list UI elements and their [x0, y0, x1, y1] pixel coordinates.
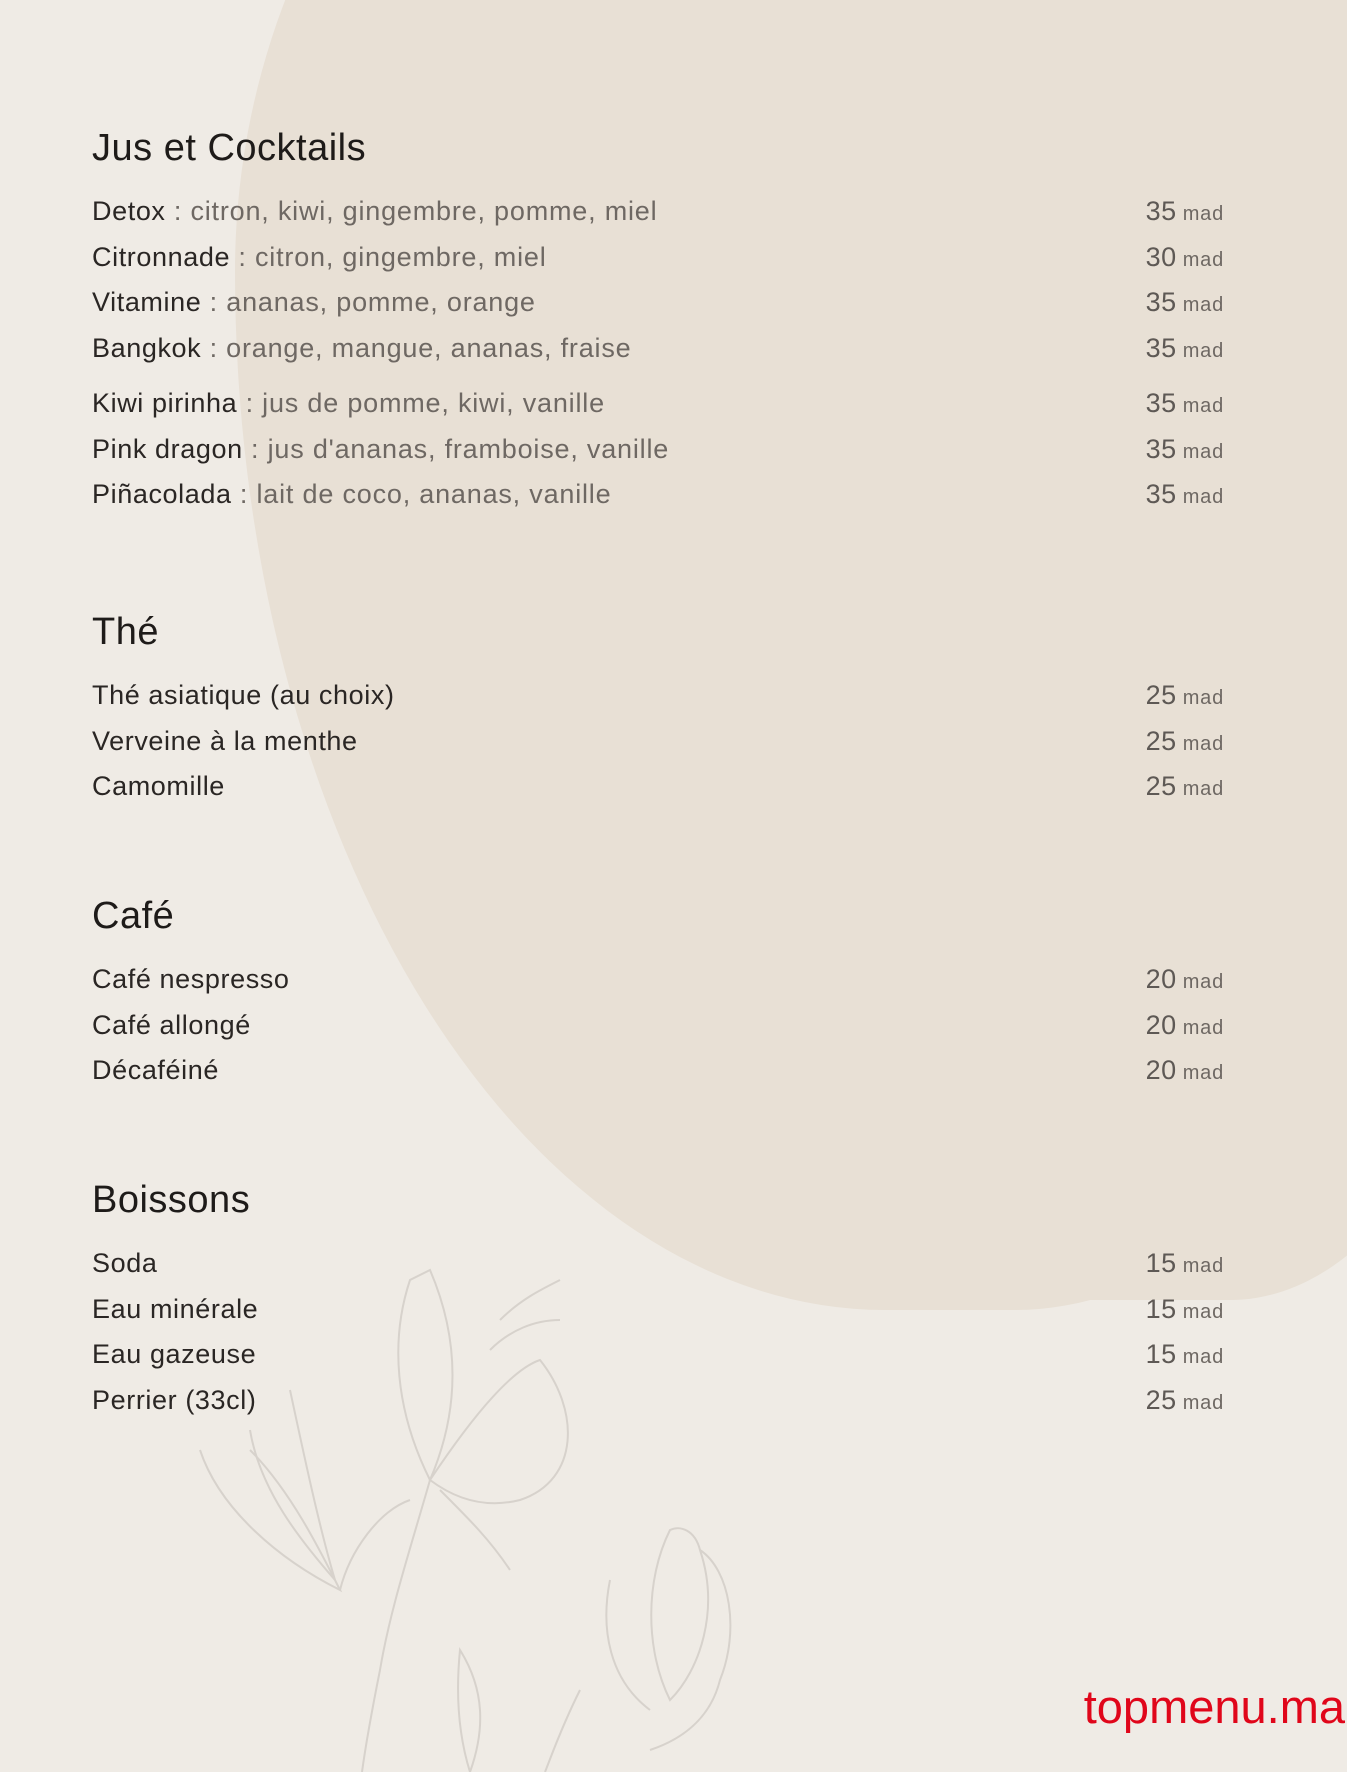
- item-price: 25: [1145, 725, 1177, 756]
- item-currency: mad: [1182, 732, 1224, 755]
- item-price: 35: [1145, 196, 1177, 226]
- item-description: : orange, mangue, ananas, fraise: [201, 332, 632, 363]
- item-currency: mad: [1182, 1300, 1224, 1323]
- menu-item: [92, 1248, 1224, 1294]
- menu-item: [92, 1294, 1224, 1340]
- item-currency: mad: [1182, 440, 1224, 463]
- item-price: 20: [1145, 964, 1177, 994]
- item-name: Décaféiné: [92, 1055, 219, 1085]
- item-name: Thé asiatique (au choix): [92, 680, 395, 710]
- menu-item: [92, 333, 1224, 379]
- menu-item: [92, 196, 1224, 242]
- section-cafe: [92, 894, 1224, 1101]
- item-currency: mad: [1182, 294, 1224, 316]
- item-name: Eau minérale: [92, 1293, 259, 1324]
- item-name: Detox: [92, 196, 166, 226]
- item-name: Kiwi pirinha: [92, 388, 238, 418]
- menu-item: [92, 1010, 1224, 1056]
- section-boissons: [92, 1178, 1224, 1430]
- item-price: 25: [1145, 771, 1177, 801]
- item-currency: mad: [1182, 1255, 1224, 1277]
- item-price: 15: [1145, 1339, 1177, 1369]
- item-price: 25: [1145, 1384, 1177, 1415]
- menu-item: [92, 1339, 1224, 1385]
- item-price: 25: [1145, 680, 1177, 710]
- menu-item: [92, 1385, 1224, 1431]
- item-price: 35: [1145, 388, 1177, 418]
- item-price: 35: [1145, 479, 1177, 509]
- item-currency: mad: [1182, 971, 1224, 993]
- item-name: Pink dragon: [92, 433, 243, 464]
- item-price: 20: [1145, 1055, 1177, 1085]
- item-name: Vitamine: [92, 287, 202, 317]
- menu-item: [92, 287, 1224, 333]
- item-name: Camomille: [92, 771, 225, 801]
- menu-item: [92, 1055, 1224, 1101]
- item-description: : citron, gingembre, miel: [230, 241, 547, 272]
- item-name: Café allongé: [92, 1009, 251, 1040]
- item-currency: mad: [1182, 778, 1224, 800]
- menu-item: [92, 964, 1224, 1010]
- item-name: Café nespresso: [92, 964, 290, 994]
- item-currency: mad: [1182, 1391, 1224, 1414]
- section-title: Boissons: [92, 1179, 251, 1221]
- watermark-link[interactable]: topmenu.ma: [1083, 1680, 1345, 1733]
- item-price: 35: [1145, 433, 1177, 464]
- item-currency: mad: [1182, 1062, 1224, 1084]
- item-name: Bangkok: [92, 332, 202, 363]
- item-name: Eau gazeuse: [92, 1339, 257, 1369]
- item-name: Soda: [92, 1248, 158, 1278]
- spacer: [92, 378, 1224, 388]
- item-currency: mad: [1182, 1016, 1224, 1039]
- item-name: Piñacolada: [92, 479, 232, 509]
- item-currency: mad: [1182, 248, 1224, 271]
- item-currency: mad: [1182, 687, 1224, 709]
- section-jus-et-cocktails: [92, 126, 1224, 525]
- item-currency: mad: [1182, 395, 1224, 417]
- item-currency: mad: [1182, 339, 1224, 362]
- menu-item: [92, 388, 1224, 434]
- item-name: Verveine à la menthe: [92, 725, 358, 756]
- item-name: Citronnade: [92, 241, 231, 272]
- item-description: : citron, kiwi, gingembre, pomme, miel: [165, 196, 658, 226]
- item-description: : jus d'ananas, framboise, vanille: [242, 433, 670, 464]
- section-the: [92, 610, 1224, 817]
- item-description: : lait de coco, ananas, vanille: [231, 479, 612, 509]
- menu-item: [92, 726, 1224, 772]
- item-currency: mad: [1182, 203, 1224, 225]
- item-price: 35: [1145, 287, 1177, 317]
- item-currency: mad: [1182, 1346, 1224, 1368]
- menu-item: [92, 680, 1224, 726]
- item-price: 15: [1145, 1293, 1177, 1324]
- item-name: Perrier (33cl): [92, 1384, 257, 1415]
- item-currency: mad: [1182, 486, 1224, 508]
- menu-item: [92, 479, 1224, 525]
- item-price: 15: [1145, 1248, 1177, 1278]
- menu-item: [92, 434, 1224, 480]
- item-price: 20: [1145, 1009, 1177, 1040]
- section-title: Jus et Cocktails: [92, 127, 367, 169]
- menu-item: [92, 771, 1224, 817]
- section-title: Café: [92, 895, 175, 937]
- menu-item: [92, 242, 1224, 288]
- item-description: : jus de pomme, kiwi, vanille: [237, 388, 605, 418]
- section-title: Thé: [92, 611, 159, 653]
- item-price: 35: [1145, 332, 1177, 363]
- item-description: : ananas, pomme, orange: [201, 287, 536, 317]
- item-price: 30: [1145, 241, 1177, 272]
